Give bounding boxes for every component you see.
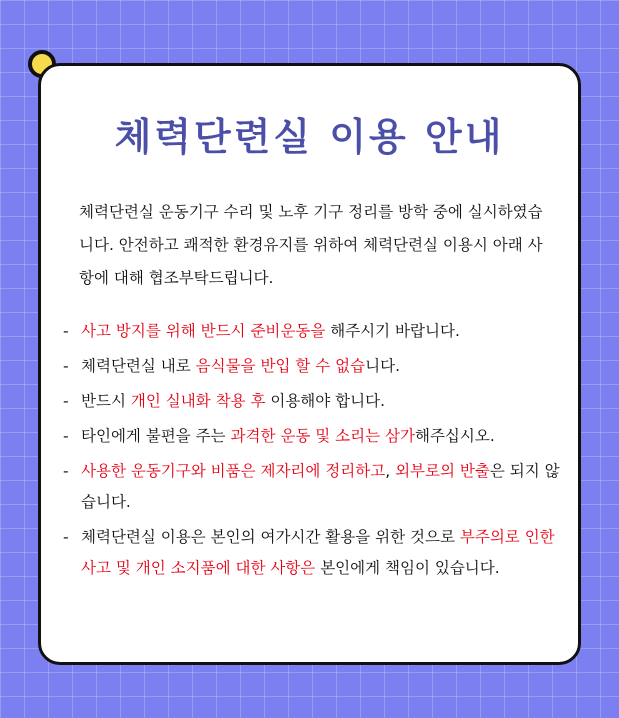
rule-item [61, 421, 561, 452]
rule-text: 은 되지 않습니다. [81, 462, 560, 511]
rule-highlight: 음식물을 반입 할 수 없습 [195, 357, 366, 375]
rule-text: 타인에게 불편을 주는 [81, 427, 231, 445]
rule-text: 체력단련실 내로 [81, 357, 196, 375]
rule-text: 이용해야 합니다. [265, 392, 386, 410]
rule-item [61, 522, 561, 584]
rule-item [61, 316, 561, 347]
rule-highlight: 개인 실내화 착용 후 [130, 392, 266, 410]
rule-text: 해주십시오. [414, 427, 495, 445]
rules-list [61, 316, 561, 588]
rule-item [61, 351, 561, 382]
rule-text: 본인에게 책임이 있습니다. [315, 559, 500, 577]
rule-text: 해주시기 바랍니다. [325, 322, 460, 340]
rule-highlight: 사고 방지를 위해 반드시 준비운동을 [81, 322, 326, 340]
notice-title: 체력단련실 이용 안내 [114, 115, 505, 159]
rule-item [61, 386, 561, 417]
rule-highlight: 부주의로 인한 사고 및 개인 소지품에 대한 사항은 [81, 528, 555, 577]
rule-highlight: 과격한 운동 및 소리는 삼가 [230, 427, 415, 445]
rule-text: 체력단련실 이용은 본인의 여가시간 활용을 위한 것으로 [81, 528, 460, 546]
rule-highlight: 사용한 운동기구와 비품은 제자리에 정리하고 [81, 462, 386, 480]
notice-card [38, 63, 581, 665]
rule-text: , [385, 462, 396, 480]
rule-text: 니다. [365, 357, 400, 375]
rule-highlight: 외부로의 반출 [395, 462, 490, 480]
rule-text: 반드시 [81, 392, 131, 410]
notice-intro: 체력단련실 운동기구 수리 및 노후 기구 정리를 방학 중에 실시하였습니다. 안전하고 쾌적한 환경유지를 위하여 체력단련실 이용시 아래 사항에 대해 협조부탁드립니다. [79, 203, 543, 287]
rule-item [61, 456, 561, 518]
